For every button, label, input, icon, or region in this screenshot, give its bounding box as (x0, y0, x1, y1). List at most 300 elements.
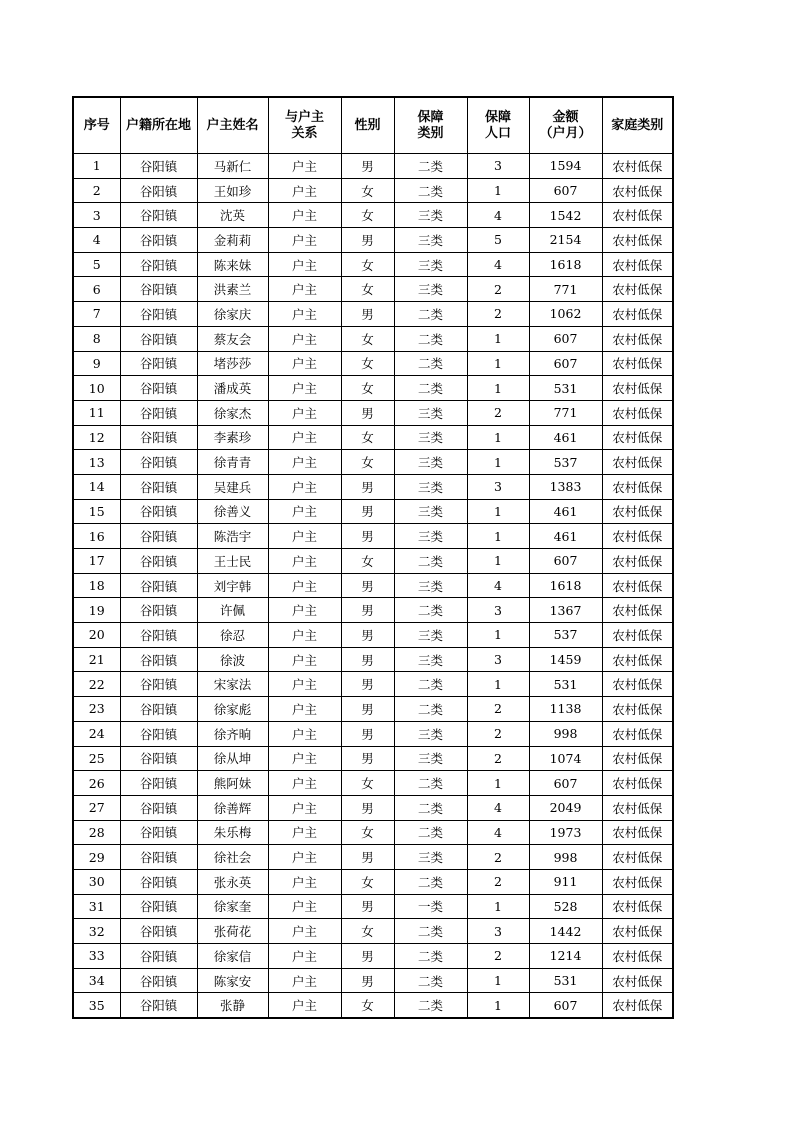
cell-family_type: 农村低保 (602, 154, 673, 179)
cell-gender: 女 (341, 425, 394, 450)
cell-gender: 女 (341, 993, 394, 1018)
column-header-line: 保障 (484, 109, 511, 125)
cell-amount: 771 (529, 277, 602, 302)
cell-location: 谷阳镇 (120, 376, 197, 401)
cell-amount: 1542 (529, 203, 602, 228)
cell-category: 二类 (394, 178, 467, 203)
table-row (73, 869, 673, 894)
cell-family_type: 农村低保 (602, 252, 673, 277)
cell-category: 二类 (394, 154, 467, 179)
cell-category: 三类 (394, 524, 467, 549)
cell-head_name: 王士民 (197, 549, 268, 574)
cell-category: 三类 (394, 573, 467, 598)
cell-category: 二类 (394, 351, 467, 376)
cell-amount: 531 (529, 376, 602, 401)
cell-location: 谷阳镇 (120, 598, 197, 623)
cell-head_name: 沈英 (197, 203, 268, 228)
cell-head_name: 张永英 (197, 869, 268, 894)
header-row (73, 97, 673, 154)
cell-head_name: 徐家奎 (197, 894, 268, 919)
cell-location: 谷阳镇 (120, 277, 197, 302)
cell-relation: 户主 (268, 400, 341, 425)
cell-family_type: 农村低保 (602, 919, 673, 944)
cell-family_type: 农村低保 (602, 277, 673, 302)
cell-head_name: 徐社会 (197, 845, 268, 870)
cell-persons: 1 (467, 993, 529, 1018)
cell-head_name: 徐从坤 (197, 746, 268, 771)
cell-location: 谷阳镇 (120, 302, 197, 327)
table-row (73, 524, 673, 549)
cell-relation: 户主 (268, 228, 341, 253)
cell-index: 30 (73, 869, 120, 894)
cell-index: 25 (73, 746, 120, 771)
cell-family_type: 农村低保 (602, 549, 673, 574)
column-header-line: 序号 (83, 117, 110, 133)
column-header-line: 户主姓名 (206, 117, 259, 133)
cell-head_name: 宋家法 (197, 672, 268, 697)
cell-category: 二类 (394, 697, 467, 722)
cell-gender: 女 (341, 376, 394, 401)
column-header-line: 类别 (417, 125, 444, 141)
table-row (73, 672, 673, 697)
cell-amount: 1062 (529, 302, 602, 327)
cell-relation: 户主 (268, 326, 341, 351)
cell-index: 21 (73, 647, 120, 672)
cell-persons: 1 (467, 968, 529, 993)
cell-index: 32 (73, 919, 120, 944)
table-row (73, 820, 673, 845)
cell-amount: 607 (529, 178, 602, 203)
cell-gender: 男 (341, 499, 394, 524)
cell-index: 11 (73, 400, 120, 425)
cell-persons: 1 (467, 771, 529, 796)
cell-relation: 户主 (268, 178, 341, 203)
cell-persons: 4 (467, 795, 529, 820)
cell-amount: 998 (529, 721, 602, 746)
cell-amount: 998 (529, 845, 602, 870)
cell-amount: 1383 (529, 474, 602, 499)
cell-index: 7 (73, 302, 120, 327)
cell-family_type: 农村低保 (602, 376, 673, 401)
cell-persons: 1 (467, 623, 529, 648)
column-header-head_name (197, 97, 268, 154)
cell-index: 20 (73, 623, 120, 648)
cell-persons: 1 (467, 376, 529, 401)
table-row (73, 795, 673, 820)
cell-head_name: 徐家杰 (197, 400, 268, 425)
cell-family_type: 农村低保 (602, 968, 673, 993)
cell-amount: 531 (529, 968, 602, 993)
cell-persons: 2 (467, 697, 529, 722)
table-row (73, 252, 673, 277)
cell-amount: 607 (529, 351, 602, 376)
table-row (73, 154, 673, 179)
cell-family_type: 农村低保 (602, 894, 673, 919)
cell-persons: 2 (467, 746, 529, 771)
table-body (73, 154, 673, 1019)
cell-location: 谷阳镇 (120, 820, 197, 845)
cell-location: 谷阳镇 (120, 968, 197, 993)
cell-family_type: 农村低保 (602, 993, 673, 1018)
cell-head_name: 吴建兵 (197, 474, 268, 499)
cell-amount: 2049 (529, 795, 602, 820)
cell-gender: 男 (341, 302, 394, 327)
cell-gender: 男 (341, 845, 394, 870)
cell-location: 谷阳镇 (120, 993, 197, 1018)
column-header-persons (467, 97, 529, 154)
cell-relation: 户主 (268, 672, 341, 697)
cell-relation: 户主 (268, 598, 341, 623)
cell-index: 16 (73, 524, 120, 549)
column-header-line: 家庭类别 (611, 117, 664, 133)
cell-relation: 户主 (268, 869, 341, 894)
cell-gender: 男 (341, 672, 394, 697)
cell-relation: 户主 (268, 894, 341, 919)
cell-gender: 男 (341, 647, 394, 672)
cell-category: 三类 (394, 623, 467, 648)
cell-amount: 1367 (529, 598, 602, 623)
cell-relation: 户主 (268, 376, 341, 401)
cell-index: 19 (73, 598, 120, 623)
cell-amount: 461 (529, 524, 602, 549)
cell-persons: 4 (467, 252, 529, 277)
cell-amount: 537 (529, 450, 602, 475)
cell-family_type: 农村低保 (602, 573, 673, 598)
cell-gender: 男 (341, 721, 394, 746)
cell-amount: 1459 (529, 647, 602, 672)
cell-relation: 户主 (268, 425, 341, 450)
cell-head_name: 王如珍 (197, 178, 268, 203)
cell-head_name: 徐善辉 (197, 795, 268, 820)
column-header-line: 性别 (354, 117, 381, 133)
cell-relation: 户主 (268, 968, 341, 993)
cell-gender: 男 (341, 474, 394, 499)
cell-persons: 3 (467, 154, 529, 179)
cell-persons: 3 (467, 598, 529, 623)
cell-persons: 1 (467, 326, 529, 351)
cell-gender: 女 (341, 919, 394, 944)
cell-location: 谷阳镇 (120, 746, 197, 771)
cell-relation: 户主 (268, 845, 341, 870)
cell-family_type: 农村低保 (602, 944, 673, 969)
cell-persons: 2 (467, 302, 529, 327)
cell-gender: 女 (341, 277, 394, 302)
cell-category: 二类 (394, 869, 467, 894)
column-header-line: （户月） (539, 125, 592, 141)
cell-category: 二类 (394, 549, 467, 574)
cell-gender: 男 (341, 894, 394, 919)
column-header-location (120, 97, 197, 154)
cell-persons: 4 (467, 573, 529, 598)
cell-category: 三类 (394, 721, 467, 746)
cell-persons: 1 (467, 351, 529, 376)
cell-relation: 户主 (268, 771, 341, 796)
table-row (73, 598, 673, 623)
cell-persons: 2 (467, 845, 529, 870)
cell-location: 谷阳镇 (120, 869, 197, 894)
cell-amount: 2154 (529, 228, 602, 253)
table-row (73, 623, 673, 648)
cell-location: 谷阳镇 (120, 623, 197, 648)
cell-head_name: 陈浩宇 (197, 524, 268, 549)
cell-gender: 男 (341, 697, 394, 722)
column-header-line: 关系 (291, 125, 318, 141)
table-row (73, 697, 673, 722)
cell-family_type: 农村低保 (602, 672, 673, 697)
cell-category: 二类 (394, 598, 467, 623)
cell-persons: 1 (467, 549, 529, 574)
cell-relation: 户主 (268, 623, 341, 648)
cell-index: 1 (73, 154, 120, 179)
cell-relation: 户主 (268, 154, 341, 179)
cell-persons: 4 (467, 820, 529, 845)
cell-category: 三类 (394, 203, 467, 228)
cell-index: 23 (73, 697, 120, 722)
cell-index: 13 (73, 450, 120, 475)
cell-persons: 1 (467, 499, 529, 524)
cell-index: 4 (73, 228, 120, 253)
cell-location: 谷阳镇 (120, 400, 197, 425)
cell-gender: 男 (341, 524, 394, 549)
cell-category: 三类 (394, 400, 467, 425)
cell-index: 26 (73, 771, 120, 796)
table-row (73, 993, 673, 1018)
cell-location: 谷阳镇 (120, 326, 197, 351)
cell-relation: 户主 (268, 277, 341, 302)
cell-family_type: 农村低保 (602, 499, 673, 524)
table-row (73, 721, 673, 746)
cell-relation: 户主 (268, 524, 341, 549)
cell-persons: 3 (467, 919, 529, 944)
cell-family_type: 农村低保 (602, 474, 673, 499)
cell-family_type: 农村低保 (602, 820, 673, 845)
cell-amount: 1138 (529, 697, 602, 722)
cell-gender: 男 (341, 228, 394, 253)
cell-family_type: 农村低保 (602, 351, 673, 376)
cell-gender: 男 (341, 944, 394, 969)
cell-head_name: 洪素兰 (197, 277, 268, 302)
cell-location: 谷阳镇 (120, 252, 197, 277)
table-row (73, 425, 673, 450)
cell-relation: 户主 (268, 697, 341, 722)
cell-amount: 531 (529, 672, 602, 697)
cell-location: 谷阳镇 (120, 944, 197, 969)
cell-index: 29 (73, 845, 120, 870)
cell-head_name: 张静 (197, 993, 268, 1018)
table-row (73, 746, 673, 771)
low-income-roster-table (72, 96, 674, 1019)
cell-family_type: 农村低保 (602, 697, 673, 722)
cell-head_name: 蔡友会 (197, 326, 268, 351)
cell-index: 3 (73, 203, 120, 228)
cell-category: 二类 (394, 993, 467, 1018)
table-row (73, 845, 673, 870)
cell-relation: 户主 (268, 820, 341, 845)
cell-persons: 3 (467, 474, 529, 499)
table-row (73, 474, 673, 499)
column-header-line: 与户主 (284, 109, 324, 125)
cell-gender: 男 (341, 746, 394, 771)
cell-index: 8 (73, 326, 120, 351)
cell-relation: 户主 (268, 499, 341, 524)
cell-family_type: 农村低保 (602, 228, 673, 253)
cell-persons: 1 (467, 672, 529, 697)
cell-index: 33 (73, 944, 120, 969)
cell-category: 三类 (394, 228, 467, 253)
table-row (73, 499, 673, 524)
cell-location: 谷阳镇 (120, 228, 197, 253)
cell-category: 二类 (394, 672, 467, 697)
cell-persons: 3 (467, 647, 529, 672)
cell-gender: 女 (341, 820, 394, 845)
cell-index: 6 (73, 277, 120, 302)
cell-location: 谷阳镇 (120, 499, 197, 524)
cell-relation: 户主 (268, 993, 341, 1018)
cell-location: 谷阳镇 (120, 425, 197, 450)
cell-relation: 户主 (268, 474, 341, 499)
cell-persons: 2 (467, 400, 529, 425)
cell-amount: 607 (529, 549, 602, 574)
cell-family_type: 农村低保 (602, 302, 673, 327)
table-row (73, 178, 673, 203)
cell-index: 27 (73, 795, 120, 820)
cell-gender: 男 (341, 154, 394, 179)
cell-amount: 1973 (529, 820, 602, 845)
cell-family_type: 农村低保 (602, 795, 673, 820)
cell-category: 二类 (394, 771, 467, 796)
cell-location: 谷阳镇 (120, 845, 197, 870)
cell-location: 谷阳镇 (120, 919, 197, 944)
cell-category: 二类 (394, 968, 467, 993)
cell-family_type: 农村低保 (602, 771, 673, 796)
table-row (73, 549, 673, 574)
cell-amount: 1214 (529, 944, 602, 969)
cell-amount: 461 (529, 499, 602, 524)
cell-family_type: 农村低保 (602, 845, 673, 870)
cell-persons: 2 (467, 277, 529, 302)
cell-amount: 1618 (529, 252, 602, 277)
cell-location: 谷阳镇 (120, 672, 197, 697)
cell-location: 谷阳镇 (120, 474, 197, 499)
cell-index: 28 (73, 820, 120, 845)
cell-category: 三类 (394, 845, 467, 870)
cell-relation: 户主 (268, 252, 341, 277)
table-row (73, 302, 673, 327)
column-header-family_type (602, 97, 673, 154)
cell-gender: 男 (341, 623, 394, 648)
cell-gender: 男 (341, 795, 394, 820)
table-row (73, 277, 673, 302)
cell-family_type: 农村低保 (602, 203, 673, 228)
cell-amount: 461 (529, 425, 602, 450)
cell-relation: 户主 (268, 302, 341, 327)
cell-persons: 5 (467, 228, 529, 253)
cell-head_name: 堵莎莎 (197, 351, 268, 376)
column-header-line: 金额 (552, 109, 579, 125)
cell-amount: 1594 (529, 154, 602, 179)
cell-index: 14 (73, 474, 120, 499)
cell-category: 二类 (394, 919, 467, 944)
cell-amount: 537 (529, 623, 602, 648)
cell-category: 二类 (394, 376, 467, 401)
cell-location: 谷阳镇 (120, 524, 197, 549)
cell-head_name: 徐家彪 (197, 697, 268, 722)
cell-index: 24 (73, 721, 120, 746)
cell-amount: 1074 (529, 746, 602, 771)
cell-location: 谷阳镇 (120, 771, 197, 796)
cell-head_name: 潘成英 (197, 376, 268, 401)
cell-index: 18 (73, 573, 120, 598)
cell-gender: 男 (341, 400, 394, 425)
table-row (73, 968, 673, 993)
cell-gender: 女 (341, 549, 394, 574)
cell-relation: 户主 (268, 919, 341, 944)
cell-index: 31 (73, 894, 120, 919)
cell-head_name: 金莉莉 (197, 228, 268, 253)
table-header (73, 97, 673, 154)
cell-amount: 1618 (529, 573, 602, 598)
cell-gender: 女 (341, 178, 394, 203)
cell-location: 谷阳镇 (120, 203, 197, 228)
table-row (73, 919, 673, 944)
cell-head_name: 徐波 (197, 647, 268, 672)
cell-family_type: 农村低保 (602, 647, 673, 672)
cell-family_type: 农村低保 (602, 721, 673, 746)
cell-family_type: 农村低保 (602, 598, 673, 623)
cell-relation: 户主 (268, 549, 341, 574)
cell-category: 三类 (394, 425, 467, 450)
column-header-gender (341, 97, 394, 154)
cell-family_type: 农村低保 (602, 623, 673, 648)
cell-amount: 607 (529, 771, 602, 796)
cell-category: 二类 (394, 795, 467, 820)
cell-index: 17 (73, 549, 120, 574)
cell-head_name: 朱乐梅 (197, 820, 268, 845)
cell-head_name: 马新仁 (197, 154, 268, 179)
cell-category: 三类 (394, 252, 467, 277)
cell-relation: 户主 (268, 351, 341, 376)
table-row (73, 203, 673, 228)
cell-head_name: 李素珍 (197, 425, 268, 450)
cell-location: 谷阳镇 (120, 351, 197, 376)
cell-relation: 户主 (268, 573, 341, 598)
cell-family_type: 农村低保 (602, 425, 673, 450)
cell-index: 10 (73, 376, 120, 401)
cell-relation: 户主 (268, 944, 341, 969)
cell-gender: 男 (341, 598, 394, 623)
cell-category: 三类 (394, 277, 467, 302)
cell-head_name: 陈来妹 (197, 252, 268, 277)
cell-amount: 607 (529, 326, 602, 351)
cell-category: 三类 (394, 499, 467, 524)
column-header-index (73, 97, 120, 154)
cell-head_name: 许佩 (197, 598, 268, 623)
cell-persons: 1 (467, 425, 529, 450)
cell-category: 二类 (394, 326, 467, 351)
cell-location: 谷阳镇 (120, 154, 197, 179)
cell-index: 5 (73, 252, 120, 277)
cell-persons: 2 (467, 721, 529, 746)
cell-gender: 女 (341, 326, 394, 351)
cell-location: 谷阳镇 (120, 795, 197, 820)
cell-category: 三类 (394, 746, 467, 771)
cell-location: 谷阳镇 (120, 549, 197, 574)
cell-head_name: 徐青青 (197, 450, 268, 475)
column-header-line: 保障 (417, 109, 444, 125)
column-header-line: 人口 (484, 125, 511, 141)
cell-head_name: 徐家庆 (197, 302, 268, 327)
table-row (73, 944, 673, 969)
